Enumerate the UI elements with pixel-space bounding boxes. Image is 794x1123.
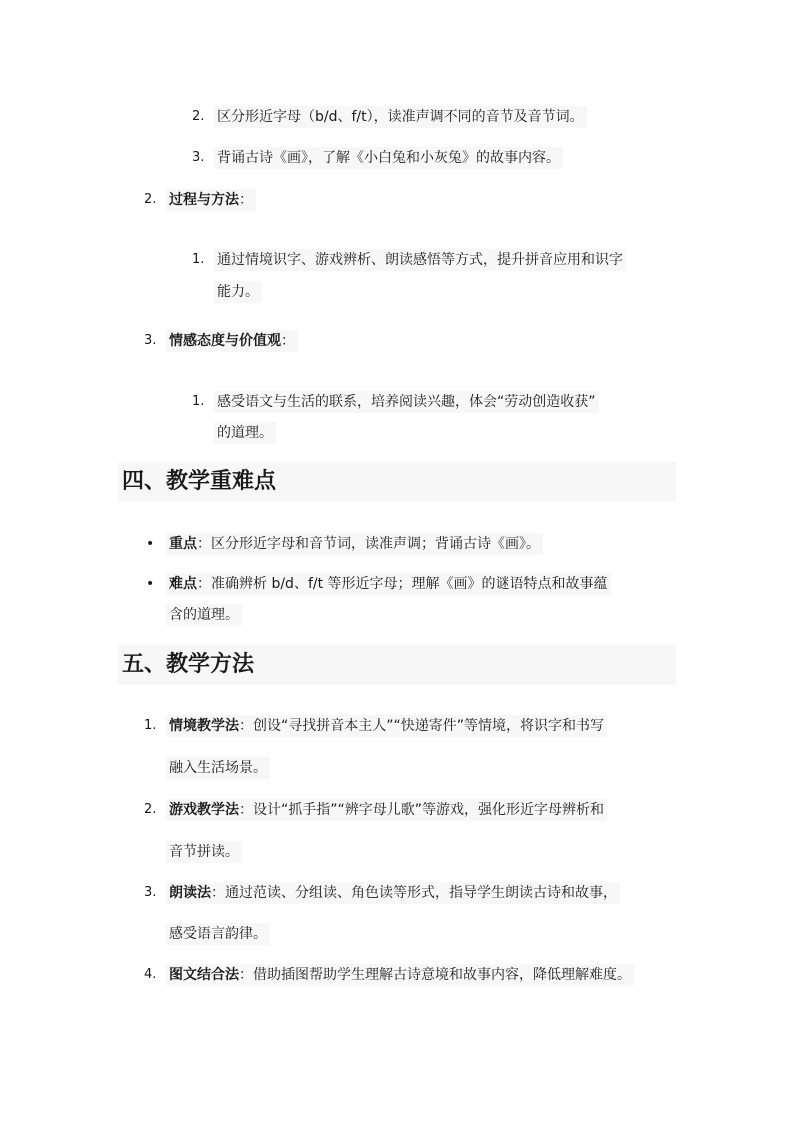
bullet-icon: •	[146, 576, 155, 592]
list-item-text: 区分形近字母（b/d、f/t），读准声调不同的音节及音节词。	[214, 106, 587, 128]
objective-category-colon: ：	[281, 333, 295, 349]
key-point-label: 重点	[169, 536, 197, 552]
method-label: 情境教学法	[169, 718, 239, 734]
key-point	[166, 533, 543, 555]
method-text: ：创设“寻找拼音本主人”“快递寄件”等情境，将识字和书写	[239, 718, 605, 734]
method-item-continued: 融入生活场景。	[166, 757, 270, 779]
difficult-point-text: ：准确辨析 b/d、f/t 等形近字母；理解《画》的谜语特点和故事蕴	[197, 576, 608, 592]
objective-category	[166, 330, 298, 352]
list-item-text: 通过情境识字、游戏辨析、朗读感悟等方式，提升拼音应用和识字	[214, 249, 626, 271]
objective-category-label: 情感态度与价值观	[169, 333, 281, 349]
list-number: 4.	[144, 967, 157, 982]
method-item	[166, 882, 620, 904]
section-heading: 四、教学重难点	[118, 462, 676, 502]
list-number: 3.	[144, 333, 157, 348]
method-text: ：通过范读、分组读、角色读等形式，指导学生朗读古诗和故事，	[211, 885, 617, 901]
difficult-point-continued: 含的道理。	[166, 604, 242, 626]
method-item	[166, 799, 607, 821]
method-text: ：借助插图帮助学生理解古诗意境和故事内容，降低理解难度。	[239, 967, 631, 983]
list-item-text-continued: 能力。	[214, 281, 262, 303]
list-item-text: 背诵古诗《画》，了解《小白兔和小灰兔》的故事内容。	[214, 147, 563, 169]
method-text: ：设计“抓手指”“辨字母儿歌”等游戏，强化形近字母辨析和	[239, 802, 605, 818]
difficult-point-label: 难点	[169, 576, 197, 592]
objective-category-label: 过程与方法	[169, 192, 239, 208]
method-item-continued: 感受语言韵律。	[166, 923, 270, 945]
objective-category	[166, 189, 256, 211]
list-item-text: 感受语文与生活的联系，培养阅读兴趣，体会“劳动创造收获”	[214, 391, 599, 413]
method-item-continued: 音节拼读。	[166, 841, 242, 863]
list-number: 1.	[144, 718, 157, 733]
list-item-text-continued: 的道理。	[214, 422, 276, 444]
list-number: 2.	[144, 802, 157, 817]
method-item	[166, 964, 634, 986]
list-number: 2.	[144, 192, 157, 207]
list-number: 3.	[192, 150, 205, 165]
list-number: 1.	[192, 252, 205, 267]
method-item	[166, 715, 607, 737]
method-label: 朗读法	[169, 885, 211, 901]
method-label: 图文结合法	[169, 967, 239, 983]
key-point-text: ：区分形近字母和音节词，读准声调；背诵古诗《画》。	[197, 536, 540, 552]
list-number: 1.	[192, 394, 205, 409]
bullet-icon: •	[146, 536, 155, 552]
objective-category-colon: ：	[239, 192, 253, 208]
difficult-point	[166, 573, 611, 595]
section-heading: 五、教学方法	[118, 645, 676, 685]
list-number: 2.	[192, 109, 205, 124]
method-label: 游戏教学法	[169, 802, 239, 818]
list-number: 3.	[144, 885, 157, 900]
